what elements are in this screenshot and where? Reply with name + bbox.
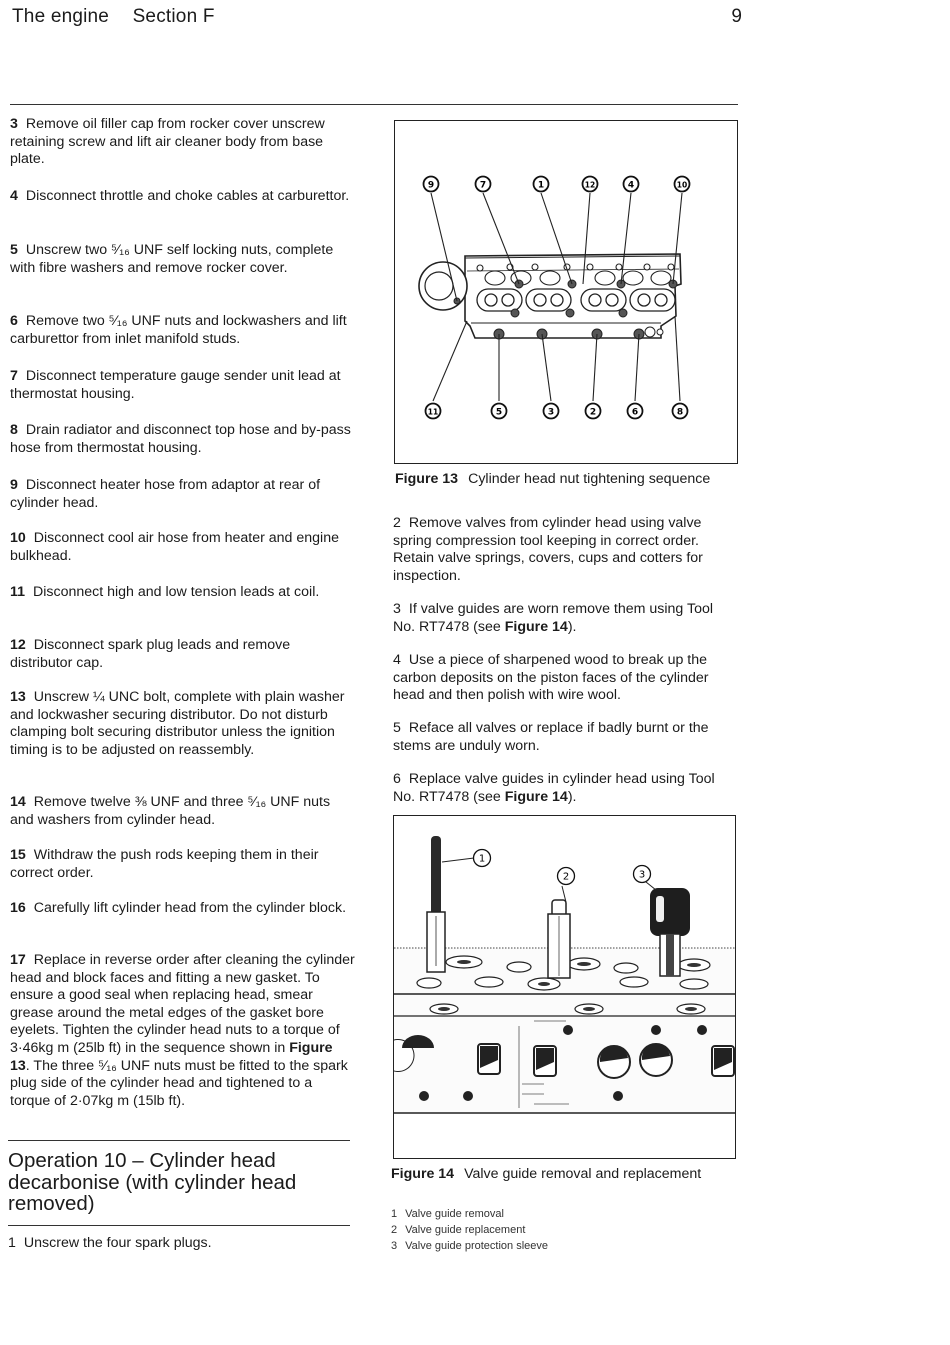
svg-text:5: 5 [495, 407, 503, 418]
sequence-marker-11 [426, 404, 441, 419]
svg-text:3: 3 [638, 869, 646, 881]
step-17: 17 Replace in reverse order after cleaning the cylinder head and block faces and fitting a new gasket. To ensure a good seal when replacing head, smear grease around the metal edges of the gasket bore eyelets. Tighten the cylinder head nuts to a torque of 3·46kg m (25lb ft) in the sequence shown in Figure 13. The three ⁵⁄₁₆ UNF nuts must be fitted to the spark plug side of the cylinder head and tightened to a torque of 2·07kg m (15lb ft). [10, 952, 355, 1109]
svg-text:3: 3 [547, 407, 555, 418]
figure-14-label: Figure 14 [391, 1166, 455, 1182]
legend-item: 3 Valve guide protection sleeve [391, 1240, 549, 1252]
step-11: 11 Disconnect high and low tension leads at coil. [10, 584, 320, 600]
svg-text:11: 11 [427, 407, 439, 417]
svg-text:1: 1 [478, 853, 486, 865]
header-divider [10, 104, 738, 105]
operation-title: Operation 10 – Cylinder head decarbonise (with cylinder head removed) [8, 1149, 297, 1215]
step-16: 16 Carefully lift cylinder head from the cylinder block. [10, 900, 347, 916]
sequence-marker-12 [583, 177, 598, 192]
figure-14-legend [391, 1206, 691, 1254]
figure-14-reference: Figure 14 [504, 618, 568, 635]
figure-14-callouts [474, 850, 651, 885]
header-titles [12, 6, 233, 28]
operation-divider-top [8, 1140, 350, 1141]
decarb-step-3: 3 If valve guides are worn remove them using Tool No. RT7478 (see Figure 14). [393, 601, 714, 635]
sequence-marker-3 [544, 404, 559, 419]
figure-14-text: Valve guide removal and replacement [464, 1166, 702, 1182]
figure-13-label: Figure 13 [395, 471, 459, 487]
step-15: 15 Withdraw the push rods keeping them in their correct order. [10, 847, 319, 881]
step-7: 7 Disconnect temperature gauge sender unit lead at thermostat housing. [10, 368, 341, 402]
sequence-marker-5 [492, 404, 507, 419]
step-3: 3 Remove oil filler cap from rocker cover unscrew retaining screw and lift air cleaner body from base plate. [10, 116, 325, 168]
header-section: Section F [132, 6, 215, 27]
port-1 [477, 289, 522, 311]
sequence-marker-2 [586, 404, 601, 419]
sequence-marker-9 [424, 177, 439, 192]
step-12: 12 Disconnect spark plug leads and remove distributor cap. [10, 637, 291, 671]
decarb-step-6: 6 Replace valve guides in cylinder head using Tool No. RT7478 (see Figure 14). [393, 771, 715, 805]
figure-13-caption [395, 471, 725, 489]
figure-13-reference: Figure 13 [10, 1039, 333, 1074]
svg-text:4: 4 [627, 180, 635, 191]
step-10: 10 Disconnect cool air hose from heater and engine bulkhead. [10, 530, 339, 564]
svg-text:9: 9 [427, 180, 435, 191]
operation-step-1: 1 Unscrew the four spark plugs. [8, 1235, 212, 1251]
legend-item: 2 Valve guide replacement [391, 1224, 526, 1236]
svg-text:2: 2 [562, 871, 570, 883]
decarb-step-2: 2 Remove valves from cylinder head using valve spring compression tool keeping in correct order. Retain valve springs, covers, cups and cotters for inspection. [393, 515, 703, 584]
head-boss-inner [425, 272, 453, 300]
callout-3 [634, 866, 651, 883]
step-14: 14 Remove twelve ⅜ UNF and three ⁵⁄₁₆ UNF nuts and washers from cylinder head. [10, 794, 331, 828]
callout-1 [474, 850, 491, 867]
bottom-sequence-markers [426, 404, 688, 419]
step-6: 6 Remove two ⁵⁄₁₆ UNF nuts and lockwashers and lift carburettor from inlet manifold studs. [10, 313, 347, 347]
port-4 [630, 289, 675, 311]
valve-guide-diagram [394, 816, 735, 1158]
figure-14-caption [391, 1166, 721, 1184]
figure-14-reference-2: Figure 14 [504, 788, 568, 805]
sequence-marker-1 [534, 177, 549, 192]
svg-text:7: 7 [479, 180, 487, 191]
svg-text:12: 12 [584, 180, 596, 190]
sequence-marker-4 [624, 177, 639, 192]
top-sequence-markers [424, 177, 690, 192]
cylinder-head-diagram [395, 121, 737, 463]
figure-13-text: Cylinder head nut tightening sequence [468, 471, 711, 487]
decarb-step-5: 5 Reface all valves or replace if badly burnt or the stems are unduly worn. [393, 720, 709, 754]
step-9: 9 Disconnect heater hose from adaptor at rear of cylinder head. [10, 477, 321, 511]
header-title: The engine [12, 6, 110, 27]
figure-14-box [393, 815, 736, 1159]
page-header [12, 6, 742, 36]
legend-item: 1 Valve guide removal [391, 1208, 504, 1220]
step-8: 8 Drain radiator and disconnect top hose and by-pass hose from thermostat housing. [10, 422, 351, 456]
svg-text:1: 1 [537, 180, 545, 191]
callout-2 [558, 868, 575, 885]
figure-13-box [394, 120, 738, 464]
sequence-marker-8 [673, 404, 688, 419]
decarb-step-4: 4 Use a piece of sharpened wood to break up the carbon deposits on the piston faces of the cylinder head and then polish with wire wool. [393, 652, 709, 704]
sequence-marker-6 [628, 404, 643, 419]
port-2 [526, 289, 571, 311]
sequence-marker-7 [476, 177, 491, 192]
tool-valve-guide-replacement [548, 900, 570, 978]
svg-text:8: 8 [676, 407, 684, 418]
sequence-marker-10 [675, 177, 690, 192]
step-5: 5 Unscrew two ⁵⁄₁₆ UNF self locking nuts, complete with fibre washers and remove rocker cover. [10, 242, 334, 276]
page-number: 9 [731, 6, 742, 27]
svg-text:6: 6 [631, 407, 639, 418]
step-4: 4 Disconnect throttle and choke cables at carburettor. [10, 188, 350, 204]
operation-divider-bottom [8, 1225, 350, 1226]
tool-valve-guide-removal [427, 836, 445, 972]
svg-text:10: 10 [676, 180, 688, 190]
step-13: 13 Unscrew ¼ UNC bolt, complete with plain washer and lockwasher securing distributor. Do not disturb clamping bolt securing distributor unless the ignition timing is to be adjusted on reassembly. [10, 689, 345, 758]
svg-text:2: 2 [589, 407, 597, 418]
port-3 [581, 289, 626, 311]
